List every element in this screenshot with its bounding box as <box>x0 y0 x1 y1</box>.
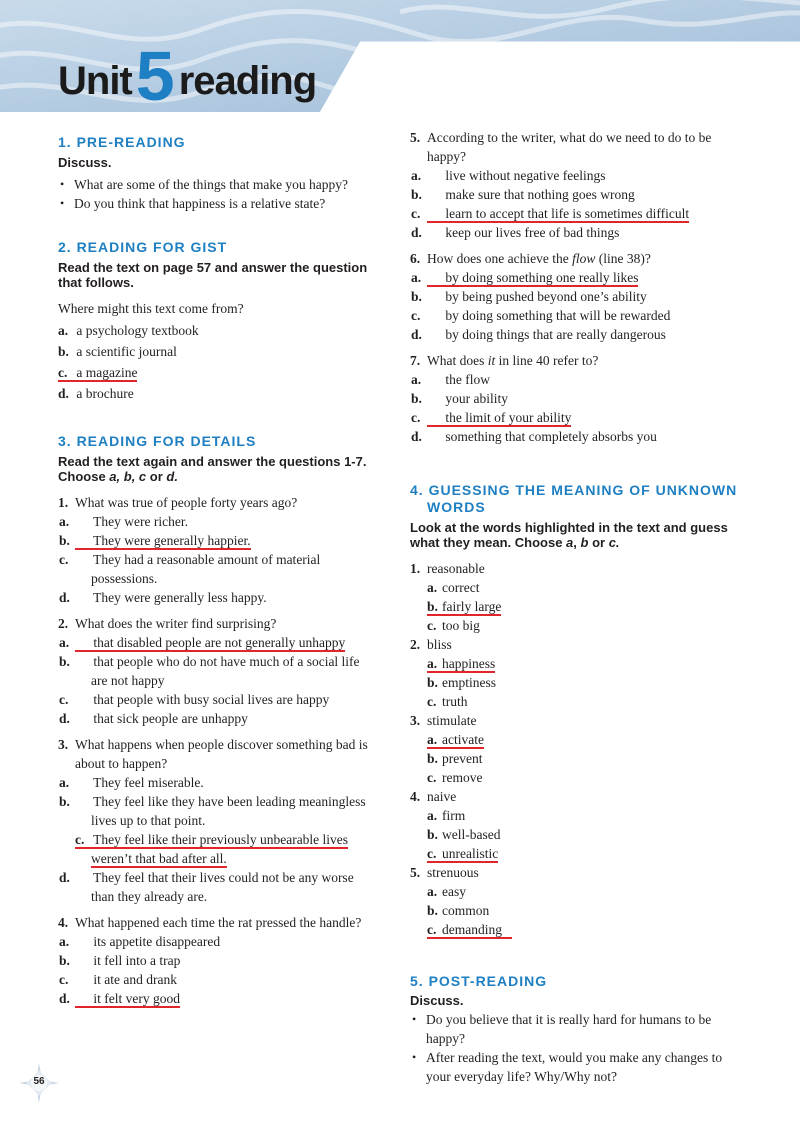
answer-option-selected <box>411 204 740 223</box>
answer-option: b. it fell into a trap <box>59 953 181 968</box>
red-underline: a. by doing something one really likes <box>411 270 639 285</box>
answer-option-selected <box>411 268 740 287</box>
answer-option-selected <box>410 844 740 863</box>
right-column <box>410 128 740 1086</box>
discussion-bullet: • Do you think that happiness is a relative state? <box>58 194 378 213</box>
answer-option-selected <box>410 654 740 673</box>
discussion-bullet: • What are some of the things that make you happy? <box>58 175 378 194</box>
section-instruction: Read the text on page 57 and answer the question that follows. <box>58 260 368 290</box>
page-number: 56 <box>33 1076 45 1087</box>
pre-reading-section <box>58 134 378 213</box>
answer-option: d. something that completely absorbs you <box>411 429 657 444</box>
answer-option-selected <box>410 597 740 616</box>
section-instruction: Discuss. <box>58 155 112 170</box>
answer-option: a. correct <box>427 580 480 595</box>
section-instruction: Look at the words highlighted in the text and guess what they mean. Choose a, b or c. <box>410 520 728 550</box>
answer-option: c. that people with busy social lives are happy <box>59 692 330 707</box>
red-underline: a. happiness <box>427 656 496 671</box>
answer-option: c. remove <box>427 770 483 785</box>
question-item: 6. How does one achieve the flow (line 38)? a. by doing something one really likes b. by being pushed beyond one’s ability c. by doing something that will be rewarded d. by doing things that are really dangerous <box>410 249 740 344</box>
answer-option: d. by doing things that are really dangerous <box>411 327 666 342</box>
section-heading: 3. READING FOR DETAILS <box>58 433 257 449</box>
section-word: reading <box>178 59 317 103</box>
answer-option: a. easy <box>427 884 466 899</box>
answer-option: a. firm <box>427 808 466 823</box>
answer-option: b. that people who do not have much of a social life are not happy <box>59 654 360 688</box>
red-underline: c. demanding <box>427 922 512 939</box>
answer-option-selected <box>59 633 378 652</box>
answer-option: d. that sick people are unhappy <box>59 711 248 726</box>
answer-option: d. They feel that their lives could not be any worse than they already are. <box>59 870 354 904</box>
unit-banner <box>0 0 800 120</box>
answer-option: d. They were generally less happy. <box>59 590 267 605</box>
red-underline: c. They feel like their previously unbearable lives <box>75 832 349 847</box>
answer-option: b. by being pushed beyond one’s ability <box>411 289 647 304</box>
answer-option: c. They had a reasonable amount of material possessions. <box>59 552 321 586</box>
red-underline: c. a magazine <box>58 365 138 380</box>
answer-option: a. They were richer. <box>59 514 188 529</box>
answer-option: d. a brochure <box>58 386 134 401</box>
answer-option: c. too big <box>427 618 480 633</box>
answer-option: c. by doing something that will be rewarded <box>411 308 671 323</box>
red-underline: c. learn to accept that life is sometimes difficult <box>411 206 690 221</box>
answer-option-selected <box>58 363 378 382</box>
answer-option: c. it ate and drank <box>59 972 177 987</box>
red-underline: a. that disabled people are not generally unhappy <box>59 635 346 650</box>
question-item: 4. What happened each time the rat pressed the handle? a. its appetite disappeared b. it fell into a trap c. it ate and drank d. it felt very good <box>58 913 378 1008</box>
answer-option: b. prevent <box>427 751 483 766</box>
answer-option: a. the flow <box>411 372 490 387</box>
question-item: 1. What was true of people forty years ago? a. They were richer. b. They were generally happier. c. They had a reasonable amount of material possessions. d. They were generally less happy. <box>58 493 378 607</box>
post-reading-section <box>410 973 740 1086</box>
vocab-item: 1. reasonable a. correct b. fairly large c. too big <box>410 559 740 635</box>
red-underline: b. fairly large <box>427 599 502 614</box>
red-underline: b. They were generally happier. <box>59 533 251 548</box>
red-underline: c. the limit of your ability <box>411 410 572 425</box>
vocab-item: 4. naive a. firm b. well-based c. unrealistic <box>410 787 740 863</box>
answer-option: a. live without negative feelings <box>411 168 606 183</box>
red-underline: a. activate <box>427 732 484 747</box>
section-instruction: Discuss. <box>410 993 464 1008</box>
answer-option-selected <box>75 830 378 868</box>
vocab-item: 5. strenuous a. easy b. common c. demanding <box>410 863 740 939</box>
answer-option: b. make sure that nothing goes wrong <box>411 187 635 202</box>
question-item: 3. What happens when people discover something bad is about to happen? a. They feel miserable. b. They feel like they have been leading meaningless lives up to that point. c. They feel like their previously unbearable lives weren’t that bad after all. d. They feel that their lives could not be any worse than they already are. <box>58 735 378 906</box>
answer-option: a. They feel miserable. <box>59 775 204 790</box>
gist-section <box>58 239 378 403</box>
section-heading: 4. GUESSING THE MEANING OF UNKNOWN WORDS <box>410 482 738 515</box>
section-instruction: Read the text again and answer the questions 1-7. Choose a, b, c or d. <box>58 454 367 484</box>
red-underline: d. it felt very good <box>59 991 180 1006</box>
answer-option-selected <box>59 531 378 550</box>
left-column <box>58 134 378 1008</box>
question-item: 5. According to the writer, what do we need to do to be happy? a. live without negative feelings b. make sure that nothing goes wrong c. learn to accept that life is sometimes difficult d. keep our lives free of bad things <box>410 128 740 242</box>
discussion-bullet: • Do you believe that it is really hard for humans to be happy? <box>410 1010 740 1048</box>
unit-word: Unit <box>58 59 132 103</box>
answer-option: b. well-based <box>427 827 501 842</box>
answer-option: a. a psychology textbook <box>58 323 199 338</box>
answer-option: b. your ability <box>411 391 508 406</box>
vocab-item: 3. stimulate a. activate b. prevent c. remove <box>410 711 740 787</box>
answer-option: b. They feel like they have been leading meaningless lives up to that point. <box>59 794 366 828</box>
section-heading: 2. READING FOR GIST <box>58 239 228 255</box>
answer-option-selected <box>411 408 740 427</box>
vocab-item: 2. bliss a. happiness b. emptiness c. truth <box>410 635 740 711</box>
answer-option: c. truth <box>427 694 468 709</box>
unit-number: 5 <box>135 37 175 115</box>
question-item: 2. What does the writer find surprising? a. that disabled people are not generally unhappy b. that people who do not have much of a social life are not happy c. that people with busy social lives are happy d. that sick people are unhappy <box>58 614 378 728</box>
answer-option-selected <box>59 989 378 1008</box>
section-heading: 5. POST-READING <box>410 973 548 989</box>
page-number-badge <box>18 1062 60 1104</box>
red-underline: c. unrealistic <box>427 846 499 861</box>
question-item: 7. What does it in line 40 refer to? a. the flow b. your ability c. the limit of your ability d. something that completely absorbs you <box>410 351 740 446</box>
section-heading: 1. PRE-READING <box>58 134 186 150</box>
details-section <box>58 433 378 1008</box>
discussion-bullet: • After reading the text, would you make any changes to your everyday life? Why/Why not? <box>410 1048 740 1086</box>
answer-option: d. keep our lives free of bad things <box>411 225 620 240</box>
answer-option-selected <box>410 730 740 749</box>
answer-option: a. its appetite disappeared <box>59 934 221 949</box>
answer-option: b. common <box>427 903 490 918</box>
answer-option-selected <box>410 920 740 939</box>
guessing-section <box>410 482 740 939</box>
answer-option: b. emptiness <box>427 675 496 690</box>
answer-option: b. a scientific journal <box>58 344 177 359</box>
red-underline: weren’t that bad after all. <box>91 851 227 866</box>
gist-question: Where might this text come from? <box>58 301 244 316</box>
unit-title <box>58 30 317 115</box>
